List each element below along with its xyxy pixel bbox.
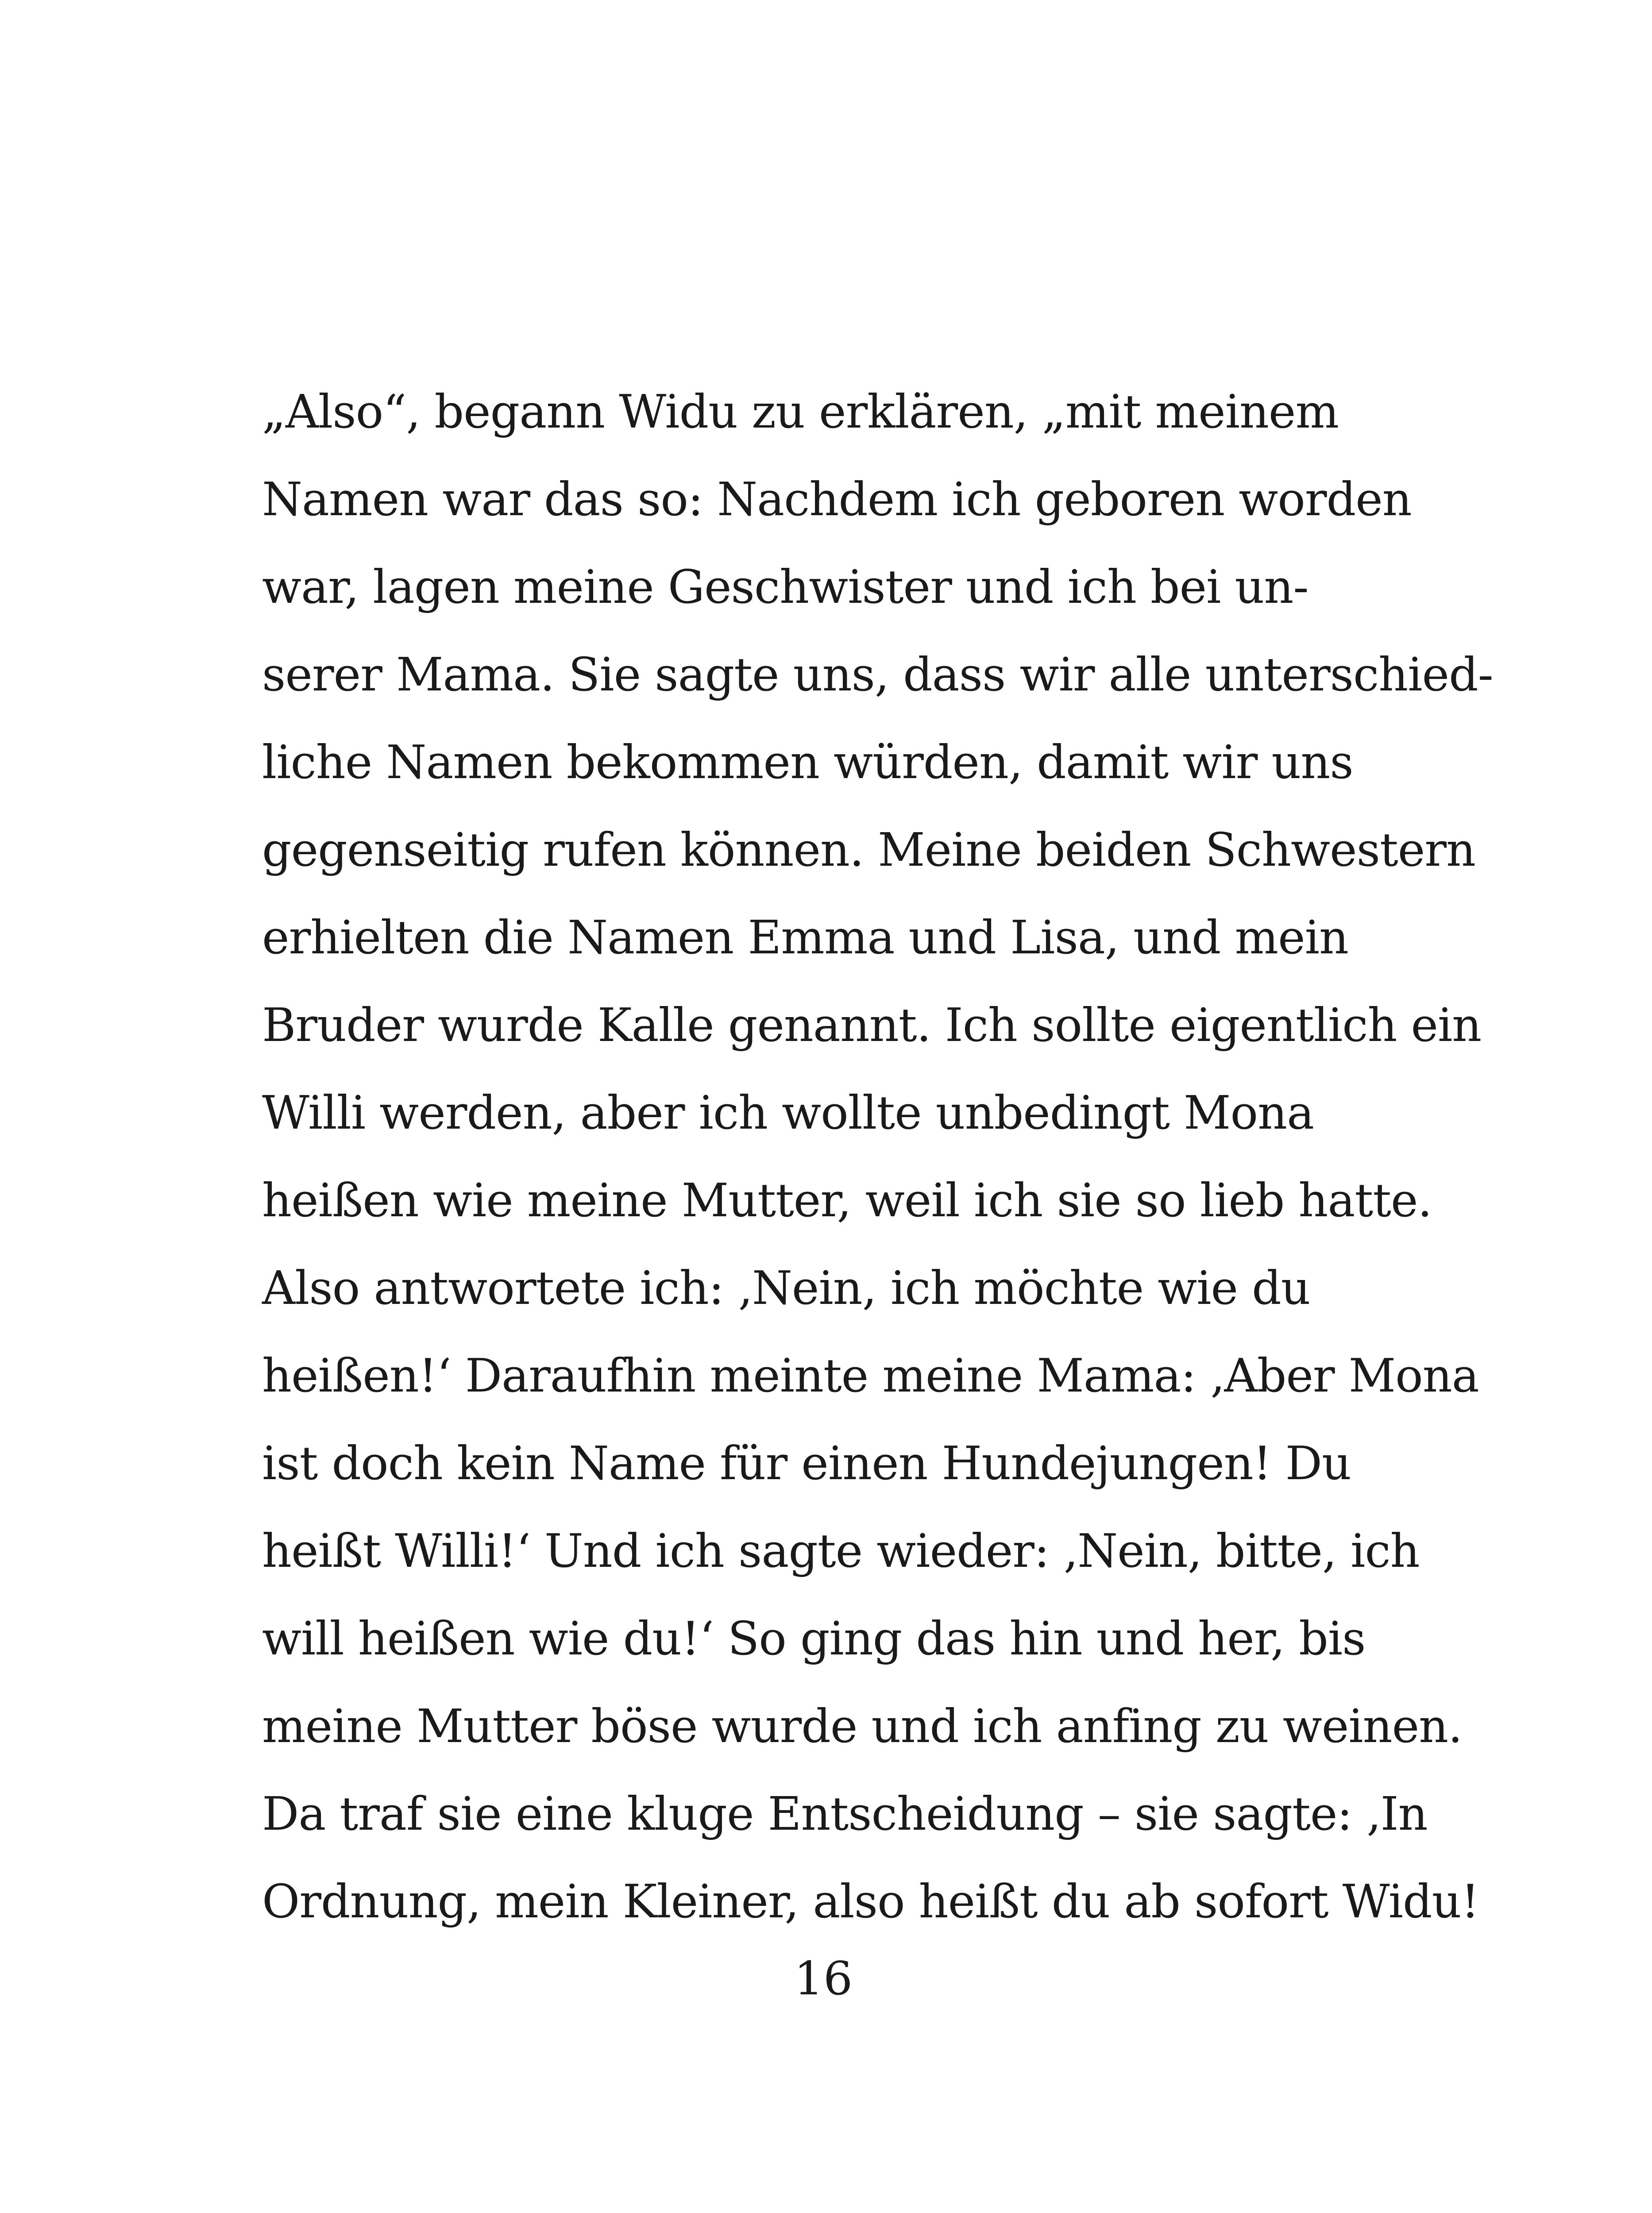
text-line: ist doch kein Name für einen Hundejungen! Du xyxy=(262,1436,1351,1490)
text-line: war, lagen meine Geschwister und ich bei un- xyxy=(262,560,1308,614)
text-line: Also antwortete ich: ‚Nein, ich möchte wie du xyxy=(262,1261,1310,1315)
text-line: serer Mama. Sie sagte uns, dass wir alle unterschied- xyxy=(262,648,1493,702)
text-line: Da traf sie eine kluge Entscheidung – sie sagte: ‚In xyxy=(262,1787,1428,1841)
page-number: 16 xyxy=(794,1951,853,2005)
text-line: heißen wie meine Mutter, weil ich sie so lieb hatte. xyxy=(262,1173,1432,1227)
text-line: Namen war das so: Nachdem ich geboren worden xyxy=(262,472,1412,526)
text-line: will heißen wie du!‘ So ging das hin und her, bis xyxy=(262,1612,1366,1666)
text-line: Ordnung, mein Kleiner, also heißt du ab sofort Widu! xyxy=(262,1874,1479,1928)
text-line: liche Namen bekommen würden, damit wir uns xyxy=(262,735,1353,789)
text-line: meine Mutter böse wurde und ich anfing zu weinen. xyxy=(262,1699,1463,1753)
text-line: Willi werden, aber ich wollte unbedingt Mona xyxy=(262,1086,1314,1140)
text-line: heißen!‘ Daraufhin meinte meine Mama: ‚Aber Mona xyxy=(262,1349,1479,1403)
text-line: heißt Willi!‘ Und ich sagte wieder: ‚Nein, bitte, ich xyxy=(262,1524,1420,1578)
text-line: gegenseitig rufen können. Meine beiden Schwestern xyxy=(262,823,1475,877)
text-line: Bruder wurde Kalle genannt. Ich sollte eigentlich ein xyxy=(262,998,1482,1052)
text-line: erhielten die Namen Emma und Lisa, und mein xyxy=(262,910,1348,964)
text-line: „Also“, begann Widu zu erklären, „mit meinem xyxy=(262,385,1339,439)
